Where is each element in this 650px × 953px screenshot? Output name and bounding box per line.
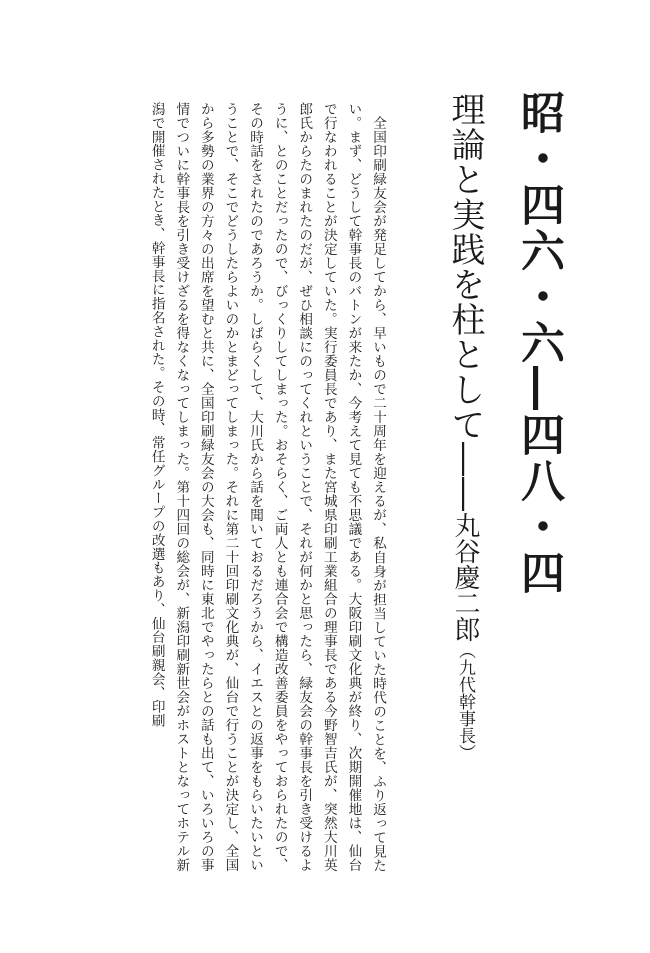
title-block <box>405 92 485 761</box>
body-text: 全国印刷緑友会が発足してから、早いもので二十周年を迎えるが、私自身が担当していた時代のことを、ふり返って見たい。まず、どうして幹事長のバトンが来たか、今考えて見ても不思議である。大阪印刷文化典が終り、次期開催地は、仙台で行なわれることが決定していた。実行委員長であり、また宮城県印刷工業組合の理事長である今野智吉氏が、突然大川英郎氏からたのまれたのだが、ぜひ相談にのってくれということで、それが何かと思ったら、緑友会の幹事長を引き受けるように、とのことだったので、びっくりしてしまった。おそらく、ご両人とも連合会で構造改善委員をやっておられたので、その時話をされたのであろうか。しばらくして、大川氏から話を聞いておるだろうから、イエスとの返事をもらいたいということで、そこでどうしたらよいのかとまどってしまった。それに第二十回印刷文化典が、仙台で行うことが決定し、全国から多勢の業界の方々の出席を望むと共に、全国印刷緑友会の大会も、同時に東北でやったらとの話も出て、いろいろの事情でついに幹事長を引き受けざるを得なくなってしまった。第十四回の総会が、新潟印刷新世会がホストとなってホテル新潟で開催されたとき、幹事長に指名された。その時、常任グループの改選もあり、仙台刷親会、印刷 <box>148 102 386 872</box>
author-role: （九代幹事長） <box>455 642 475 761</box>
article-title: 理論と実践を柱として―― <box>445 92 485 512</box>
date-heading: 昭・四六・六―四八・四 <box>513 90 564 596</box>
author-name: 丸谷慶二郎 <box>450 512 480 642</box>
